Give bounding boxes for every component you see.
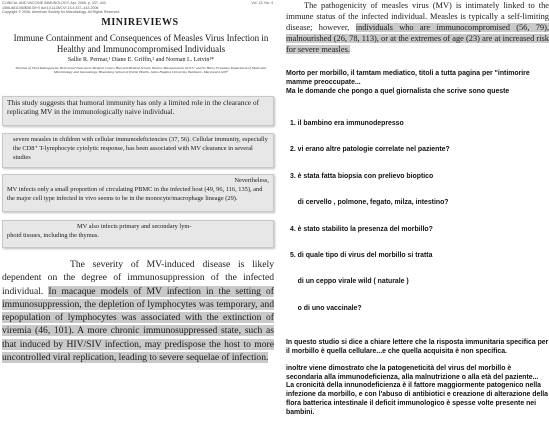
body-text-highlight: In macaque models of MV infection in the setting of immunosuppression, the depletion of lymphocytes was temporary, and repopulation of lymphocytes was associated with the extinction of viremia (46, 101). A more chronic immunosuppressed state, such as that induced by HIV/SIV infection, may predispose the host to more uncontrolled viral replication, leading to severe sequelae of infection. — [2, 285, 275, 364]
snippet-pbmc-infection — [2, 174, 274, 212]
snippet-lymphoid-tissues — [2, 220, 274, 248]
question-item: 3. è stata fatta biopsia con prelievo bioptico — [290, 172, 434, 180]
snippet-highlight: individuals who are immunocompromised (56, 79), malnourished (26, 78, 113), or at the extremes of age (23) are at increased risk for severe measles. — [286, 23, 549, 54]
question-item: di cervello , polmone, fegato, milza, intestino? — [290, 199, 449, 207]
snippet-text: severe measles in children with cellular immunodeficiencies (37, 56). Cellular immunity, especially the CD8⁺ T-lymphocyte cytolytic response, has been associated with MV clearance in several studies — [13, 136, 268, 161]
question-item: 5. di quale tipo di virus del morbillo si tratta — [290, 251, 433, 259]
article-authors: Sallie R. Permar,¹ Diane E. Griffin,² and Norman L. Letvin¹* — [67, 57, 215, 63]
journal-copyright: Copyright © 2006, American Society for Microbiology. All Rights Reserved. — [2, 10, 121, 15]
article-affiliation: Division of Viral Pathogenesis, Beth Israel Deaconess Medical Center, Harvard Medical School, Boston, Massachusetts 02115,¹ and W. Harry Feinstone Department of Molecular Microbiology and Immunology, Bloomberg School of Public Health, Johns Hopkins University, Baltimore, Maryland 21205² — [15, 66, 267, 75]
snippet-pathogenicity — [286, 0, 549, 68]
journal-header — [2, 1, 152, 15]
commentary-questions — [286, 102, 549, 331]
snippet-text: This study suggests that humoral immunity has only a limited role in the clearance of replicating MV in the immunologically naive individual. — [7, 98, 260, 117]
journal-volume: Vol. 13, No. 4 — [251, 1, 273, 5]
snippet-lead: Nevertheless, — [234, 177, 269, 184]
question-item: 4. è stato stabilito la presenza del morbillo? — [290, 225, 433, 233]
article-body-paragraph — [2, 258, 274, 364]
snippet-text: MV infects only a small proportion of circulating PBMC in the infected host (49, 96, 116, 135), and the major cell type infected in vivo seems to be in the monocyte/macrophage lineage (29). — [7, 186, 263, 202]
snippet-cellular-immunity — [2, 133, 274, 168]
commentary-block — [286, 70, 549, 417]
body-text: The severity of MV-induced disease is likely dependent on the degree of immunosuppression of the infected individual. — [2, 259, 274, 297]
question-item: di un ceppo virale wild ( naturale ) — [290, 278, 409, 286]
commentary-paragraph: La cronicità della innunodeficienza è il fattore maggiormente patogenico nella infezione da morbillo, e con l'abuso di antibiotici e creazione di alterazione della flora batterica intestinale il deficit immunologico è spesse volte presente nei bambini. — [286, 382, 549, 416]
question-item: 1. il bambino era immunodepresso — [290, 119, 404, 127]
article-title: Immune Containment and Consequences of Measles Virus Infection in Healthy and Immunocompromised Individuals — [13, 33, 269, 54]
snippet-line-2: phoid tissues, including the thymus. — [7, 232, 99, 239]
journal-doi: 1556-6811/06/$08.00+0 doi:10.1128/CVI.13.4.437–443.2006 — [2, 5, 99, 10]
commentary-paragraph: inoltre viene dimostrato che la patogeneticità del virus del morbillo è secondaria alla immunodeficienza, alla malnutrizione o alla età del paziente... — [286, 364, 539, 381]
snippet-line-1: MV also infects primary and secondary lym- — [77, 223, 192, 230]
commentary-intro-question: Ma le domande che pongo a quel giornalista che scrive sono queste — [286, 87, 510, 95]
commentary-intro: Morto per morbillo, il tamtam mediatico, titoli a tutta pagina per "intimorire mamme preoccupate... — [286, 70, 530, 86]
commentary-paragraph: In questo studio si dice a chiare lettere che la risposta immunitaria specifica per il morbillo è quella cellulare...e che quella acquisita è non specifica. — [286, 339, 549, 355]
question-item: 2. vi erano altre patologie correlate nel paziente? — [290, 146, 450, 154]
section-heading: MINIREVIEWS — [101, 17, 179, 28]
journal-citation: CLINICAL AND VACCINE IMMUNOLOGY, Apr. 2006, p. 437–443 — [2, 1, 106, 5]
question-item: o di uno vaccinale? — [290, 304, 362, 312]
snippet-text: The pathogenicity of measles virus (MV) is intimately linked to the immune status of the infected individual. Measles is typically a self-limiting disease; however, — [286, 1, 549, 32]
snippet-humoral-immunity — [2, 96, 274, 126]
